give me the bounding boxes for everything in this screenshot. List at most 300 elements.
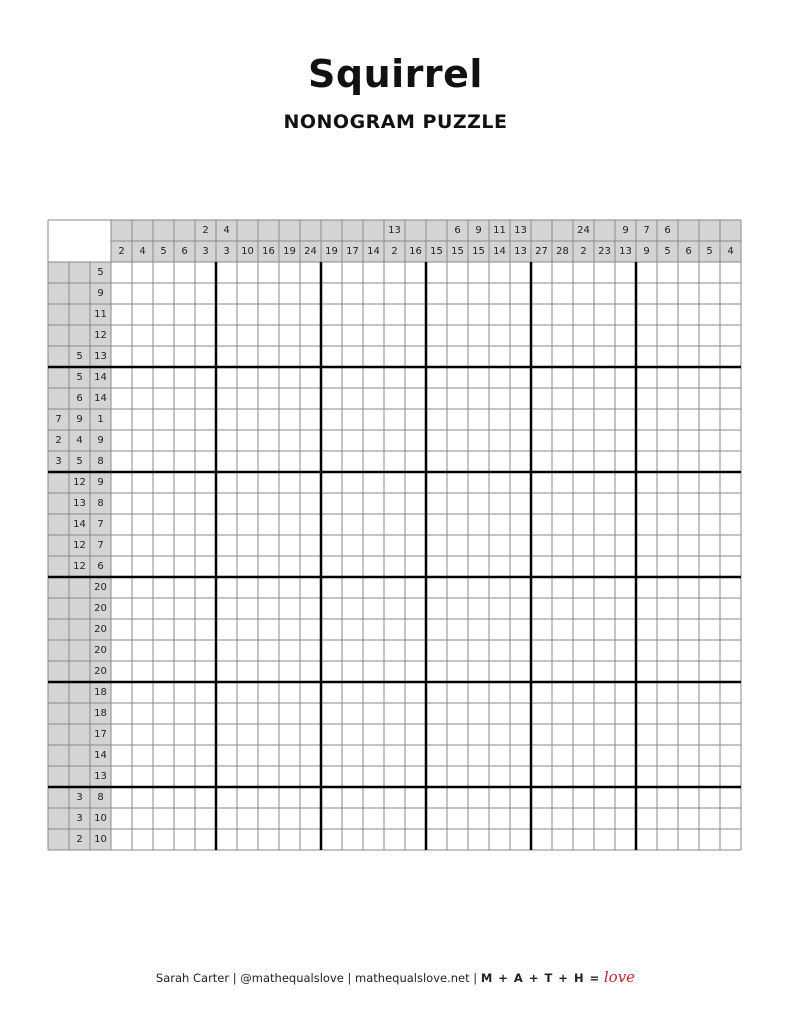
grid-cell[interactable]: [426, 283, 447, 304]
grid-cell[interactable]: [426, 472, 447, 493]
grid-cell[interactable]: [657, 556, 678, 577]
grid-cell[interactable]: [468, 766, 489, 787]
grid-cell[interactable]: [363, 388, 384, 409]
grid-cell[interactable]: [237, 283, 258, 304]
grid-cell[interactable]: [699, 682, 720, 703]
grid-cell[interactable]: [720, 514, 741, 535]
grid-cell[interactable]: [426, 451, 447, 472]
grid-cell[interactable]: [468, 535, 489, 556]
grid-cell[interactable]: [510, 724, 531, 745]
grid-cell[interactable]: [447, 640, 468, 661]
grid-cell[interactable]: [174, 808, 195, 829]
grid-cell[interactable]: [237, 787, 258, 808]
grid-cell[interactable]: [279, 304, 300, 325]
grid-cell[interactable]: [531, 388, 552, 409]
grid-cell[interactable]: [678, 388, 699, 409]
grid-cell[interactable]: [363, 535, 384, 556]
grid-cell[interactable]: [678, 787, 699, 808]
grid-cell[interactable]: [216, 430, 237, 451]
grid-cell[interactable]: [510, 598, 531, 619]
grid-cell[interactable]: [258, 535, 279, 556]
grid-cell[interactable]: [111, 451, 132, 472]
grid-cell[interactable]: [468, 661, 489, 682]
grid-cell[interactable]: [615, 535, 636, 556]
grid-cell[interactable]: [237, 430, 258, 451]
grid-cell[interactable]: [195, 598, 216, 619]
grid-cell[interactable]: [573, 619, 594, 640]
grid-cell[interactable]: [300, 745, 321, 766]
grid-cell[interactable]: [615, 661, 636, 682]
grid-cell[interactable]: [510, 409, 531, 430]
grid-cell[interactable]: [657, 388, 678, 409]
grid-cell[interactable]: [489, 346, 510, 367]
grid-cell[interactable]: [384, 766, 405, 787]
grid-cell[interactable]: [489, 367, 510, 388]
grid-cell[interactable]: [468, 619, 489, 640]
grid-cell[interactable]: [342, 262, 363, 283]
grid-cell[interactable]: [657, 703, 678, 724]
grid-cell[interactable]: [321, 829, 342, 850]
grid-cell[interactable]: [426, 703, 447, 724]
grid-cell[interactable]: [174, 829, 195, 850]
grid-cell[interactable]: [489, 682, 510, 703]
grid-cell[interactable]: [573, 325, 594, 346]
grid-cell[interactable]: [720, 682, 741, 703]
grid-cell[interactable]: [510, 367, 531, 388]
grid-cell[interactable]: [489, 745, 510, 766]
grid-cell[interactable]: [489, 829, 510, 850]
grid-cell[interactable]: [237, 829, 258, 850]
grid-cell[interactable]: [384, 829, 405, 850]
grid-cell[interactable]: [279, 598, 300, 619]
grid-cell[interactable]: [279, 787, 300, 808]
grid-cell[interactable]: [510, 640, 531, 661]
grid-cell[interactable]: [468, 409, 489, 430]
grid-cell[interactable]: [363, 409, 384, 430]
grid-cell[interactable]: [699, 451, 720, 472]
grid-cell[interactable]: [132, 787, 153, 808]
grid-cell[interactable]: [531, 283, 552, 304]
grid-cell[interactable]: [174, 325, 195, 346]
grid-cell[interactable]: [132, 514, 153, 535]
grid-cell[interactable]: [573, 409, 594, 430]
grid-cell[interactable]: [720, 388, 741, 409]
grid-cell[interactable]: [321, 493, 342, 514]
grid-cell[interactable]: [426, 787, 447, 808]
grid-cell[interactable]: [657, 682, 678, 703]
grid-cell[interactable]: [174, 367, 195, 388]
grid-cell[interactable]: [447, 787, 468, 808]
grid-cell[interactable]: [153, 703, 174, 724]
grid-cell[interactable]: [468, 451, 489, 472]
grid-cell[interactable]: [678, 829, 699, 850]
grid-cell[interactable]: [111, 493, 132, 514]
grid-cell[interactable]: [531, 745, 552, 766]
grid-cell[interactable]: [174, 388, 195, 409]
grid-cell[interactable]: [699, 787, 720, 808]
grid-cell[interactable]: [699, 535, 720, 556]
grid-cell[interactable]: [174, 766, 195, 787]
grid-cell[interactable]: [216, 409, 237, 430]
grid-cell[interactable]: [426, 556, 447, 577]
grid-cell[interactable]: [342, 661, 363, 682]
grid-cell[interactable]: [573, 766, 594, 787]
grid-cell[interactable]: [510, 388, 531, 409]
grid-cell[interactable]: [720, 472, 741, 493]
grid-cell[interactable]: [153, 262, 174, 283]
grid-cell[interactable]: [237, 556, 258, 577]
grid-cell[interactable]: [300, 325, 321, 346]
grid-cell[interactable]: [258, 808, 279, 829]
grid-cell[interactable]: [342, 451, 363, 472]
grid-cell[interactable]: [699, 598, 720, 619]
grid-cell[interactable]: [678, 430, 699, 451]
grid-cell[interactable]: [552, 556, 573, 577]
grid-cell[interactable]: [699, 514, 720, 535]
grid-cell[interactable]: [531, 535, 552, 556]
grid-cell[interactable]: [594, 493, 615, 514]
grid-cell[interactable]: [405, 472, 426, 493]
grid-cell[interactable]: [258, 829, 279, 850]
grid-cell[interactable]: [174, 430, 195, 451]
grid-cell[interactable]: [573, 556, 594, 577]
grid-cell[interactable]: [216, 325, 237, 346]
grid-cell[interactable]: [636, 724, 657, 745]
grid-cell[interactable]: [489, 703, 510, 724]
grid-cell[interactable]: [384, 724, 405, 745]
grid-cell[interactable]: [720, 430, 741, 451]
grid-cell[interactable]: [174, 409, 195, 430]
grid-cell[interactable]: [195, 829, 216, 850]
grid-cell[interactable]: [111, 409, 132, 430]
grid-cell[interactable]: [720, 703, 741, 724]
grid-cell[interactable]: [405, 493, 426, 514]
grid-cell[interactable]: [426, 514, 447, 535]
grid-cell[interactable]: [321, 514, 342, 535]
grid-cell[interactable]: [531, 598, 552, 619]
grid-cell[interactable]: [468, 346, 489, 367]
grid-cell[interactable]: [447, 367, 468, 388]
grid-cell[interactable]: [678, 640, 699, 661]
grid-cell[interactable]: [195, 388, 216, 409]
grid-cell[interactable]: [531, 808, 552, 829]
grid-cell[interactable]: [363, 766, 384, 787]
grid-cell[interactable]: [720, 766, 741, 787]
grid-cell[interactable]: [594, 514, 615, 535]
grid-cell[interactable]: [426, 304, 447, 325]
grid-cell[interactable]: [216, 640, 237, 661]
grid-cell[interactable]: [405, 640, 426, 661]
grid-cell[interactable]: [594, 745, 615, 766]
grid-cell[interactable]: [237, 766, 258, 787]
grid-cell[interactable]: [699, 703, 720, 724]
grid-cell[interactable]: [615, 808, 636, 829]
grid-cell[interactable]: [699, 745, 720, 766]
grid-cell[interactable]: [132, 304, 153, 325]
grid-cell[interactable]: [216, 451, 237, 472]
grid-cell[interactable]: [636, 325, 657, 346]
grid-cell[interactable]: [216, 304, 237, 325]
grid-cell[interactable]: [594, 724, 615, 745]
grid-cell[interactable]: [678, 766, 699, 787]
grid-cell[interactable]: [489, 472, 510, 493]
grid-cell[interactable]: [237, 703, 258, 724]
grid-cell[interactable]: [132, 325, 153, 346]
grid-cell[interactable]: [552, 703, 573, 724]
grid-cell[interactable]: [468, 598, 489, 619]
grid-cell[interactable]: [342, 514, 363, 535]
grid-cell[interactable]: [216, 577, 237, 598]
grid-cell[interactable]: [258, 325, 279, 346]
grid-cell[interactable]: [636, 430, 657, 451]
grid-cell[interactable]: [195, 493, 216, 514]
grid-cell[interactable]: [678, 556, 699, 577]
grid-cell[interactable]: [657, 577, 678, 598]
grid-cell[interactable]: [363, 829, 384, 850]
grid-cell[interactable]: [405, 577, 426, 598]
grid-cell[interactable]: [258, 388, 279, 409]
grid-cell[interactable]: [636, 577, 657, 598]
grid-cell[interactable]: [636, 640, 657, 661]
grid-cell[interactable]: [363, 283, 384, 304]
grid-cell[interactable]: [363, 724, 384, 745]
grid-cell[interactable]: [699, 472, 720, 493]
grid-cell[interactable]: [153, 514, 174, 535]
grid-cell[interactable]: [699, 619, 720, 640]
grid-cell[interactable]: [174, 598, 195, 619]
grid-cell[interactable]: [300, 619, 321, 640]
grid-cell[interactable]: [510, 325, 531, 346]
grid-cell[interactable]: [573, 640, 594, 661]
grid-cell[interactable]: [384, 787, 405, 808]
grid-cell[interactable]: [111, 703, 132, 724]
grid-cell[interactable]: [615, 703, 636, 724]
grid-cell[interactable]: [447, 493, 468, 514]
grid-cell[interactable]: [531, 682, 552, 703]
grid-cell[interactable]: [510, 346, 531, 367]
grid-cell[interactable]: [678, 346, 699, 367]
grid-cell[interactable]: [552, 514, 573, 535]
grid-cell[interactable]: [510, 304, 531, 325]
grid-cell[interactable]: [195, 787, 216, 808]
grid-cell[interactable]: [489, 283, 510, 304]
grid-cell[interactable]: [300, 388, 321, 409]
grid-cell[interactable]: [573, 430, 594, 451]
grid-cell[interactable]: [321, 409, 342, 430]
grid-cell[interactable]: [510, 661, 531, 682]
grid-cell[interactable]: [195, 409, 216, 430]
grid-cell[interactable]: [363, 493, 384, 514]
grid-cell[interactable]: [573, 367, 594, 388]
grid-cell[interactable]: [384, 346, 405, 367]
grid-cell[interactable]: [363, 703, 384, 724]
grid-cell[interactable]: [258, 745, 279, 766]
grid-cell[interactable]: [699, 430, 720, 451]
grid-cell[interactable]: [363, 472, 384, 493]
grid-cell[interactable]: [153, 451, 174, 472]
grid-cell[interactable]: [531, 703, 552, 724]
grid-cell[interactable]: [573, 514, 594, 535]
grid-cell[interactable]: [468, 262, 489, 283]
grid-cell[interactable]: [195, 535, 216, 556]
grid-cell[interactable]: [510, 430, 531, 451]
grid-cell[interactable]: [426, 661, 447, 682]
grid-cell[interactable]: [489, 766, 510, 787]
grid-cell[interactable]: [510, 682, 531, 703]
grid-cell[interactable]: [594, 787, 615, 808]
grid-cell[interactable]: [720, 556, 741, 577]
grid-cell[interactable]: [153, 619, 174, 640]
grid-cell[interactable]: [447, 619, 468, 640]
grid-cell[interactable]: [657, 724, 678, 745]
grid-cell[interactable]: [510, 493, 531, 514]
grid-cell[interactable]: [258, 346, 279, 367]
grid-cell[interactable]: [174, 556, 195, 577]
grid-cell[interactable]: [447, 346, 468, 367]
grid-cell[interactable]: [657, 304, 678, 325]
grid-cell[interactable]: [531, 787, 552, 808]
grid-cell[interactable]: [636, 514, 657, 535]
grid-cell[interactable]: [258, 598, 279, 619]
grid-cell[interactable]: [300, 367, 321, 388]
grid-cell[interactable]: [468, 724, 489, 745]
grid-cell[interactable]: [615, 724, 636, 745]
grid-cell[interactable]: [426, 640, 447, 661]
grid-cell[interactable]: [531, 724, 552, 745]
grid-cell[interactable]: [384, 640, 405, 661]
grid-cell[interactable]: [321, 262, 342, 283]
grid-cell[interactable]: [552, 619, 573, 640]
grid-cell[interactable]: [573, 808, 594, 829]
grid-cell[interactable]: [615, 514, 636, 535]
grid-cell[interactable]: [342, 619, 363, 640]
grid-cell[interactable]: [615, 598, 636, 619]
grid-cell[interactable]: [195, 430, 216, 451]
grid-cell[interactable]: [657, 745, 678, 766]
grid-cell[interactable]: [258, 367, 279, 388]
grid-cell[interactable]: [678, 514, 699, 535]
grid-cell[interactable]: [699, 304, 720, 325]
grid-cell[interactable]: [111, 661, 132, 682]
grid-cell[interactable]: [111, 262, 132, 283]
grid-cell[interactable]: [132, 640, 153, 661]
grid-cell[interactable]: [279, 262, 300, 283]
grid-cell[interactable]: [573, 703, 594, 724]
grid-cell[interactable]: [426, 535, 447, 556]
grid-cell[interactable]: [195, 808, 216, 829]
grid-cell[interactable]: [321, 577, 342, 598]
grid-cell[interactable]: [720, 577, 741, 598]
grid-cell[interactable]: [174, 472, 195, 493]
grid-cell[interactable]: [111, 829, 132, 850]
grid-cell[interactable]: [300, 262, 321, 283]
grid-cell[interactable]: [552, 661, 573, 682]
grid-cell[interactable]: [258, 724, 279, 745]
grid-cell[interactable]: [153, 577, 174, 598]
grid-cell[interactable]: [531, 325, 552, 346]
grid-cell[interactable]: [111, 346, 132, 367]
grid-cell[interactable]: [195, 766, 216, 787]
grid-cell[interactable]: [531, 304, 552, 325]
grid-cell[interactable]: [405, 724, 426, 745]
grid-cell[interactable]: [426, 724, 447, 745]
grid-cell[interactable]: [405, 367, 426, 388]
grid-cell[interactable]: [426, 808, 447, 829]
grid-cell[interactable]: [300, 409, 321, 430]
grid-cell[interactable]: [174, 451, 195, 472]
grid-cell[interactable]: [489, 430, 510, 451]
grid-cell[interactable]: [615, 787, 636, 808]
grid-cell[interactable]: [552, 535, 573, 556]
grid-cell[interactable]: [447, 556, 468, 577]
grid-cell[interactable]: [363, 808, 384, 829]
grid-cell[interactable]: [363, 262, 384, 283]
grid-cell[interactable]: [594, 766, 615, 787]
grid-cell[interactable]: [699, 262, 720, 283]
grid-cell[interactable]: [132, 472, 153, 493]
grid-cell[interactable]: [510, 577, 531, 598]
grid-cell[interactable]: [300, 703, 321, 724]
grid-cell[interactable]: [657, 787, 678, 808]
grid-cell[interactable]: [384, 808, 405, 829]
grid-cell[interactable]: [615, 283, 636, 304]
grid-cell[interactable]: [468, 325, 489, 346]
grid-cell[interactable]: [573, 745, 594, 766]
grid-cell[interactable]: [678, 598, 699, 619]
grid-cell[interactable]: [153, 472, 174, 493]
grid-cell[interactable]: [426, 388, 447, 409]
grid-cell[interactable]: [153, 346, 174, 367]
grid-cell[interactable]: [720, 598, 741, 619]
grid-cell[interactable]: [468, 577, 489, 598]
grid-cell[interactable]: [573, 472, 594, 493]
grid-cell[interactable]: [216, 283, 237, 304]
grid-cell[interactable]: [615, 304, 636, 325]
grid-cell[interactable]: [342, 682, 363, 703]
grid-cell[interactable]: [237, 745, 258, 766]
grid-cell[interactable]: [531, 472, 552, 493]
grid-cell[interactable]: [258, 493, 279, 514]
grid-cell[interactable]: [426, 598, 447, 619]
grid-cell[interactable]: [384, 304, 405, 325]
grid-cell[interactable]: [594, 598, 615, 619]
grid-cell[interactable]: [195, 724, 216, 745]
grid-cell[interactable]: [279, 346, 300, 367]
grid-cell[interactable]: [300, 787, 321, 808]
grid-cell[interactable]: [636, 346, 657, 367]
grid-cell[interactable]: [363, 304, 384, 325]
grid-cell[interactable]: [279, 619, 300, 640]
grid-cell[interactable]: [216, 724, 237, 745]
grid-cell[interactable]: [552, 367, 573, 388]
grid-cell[interactable]: [237, 535, 258, 556]
grid-cell[interactable]: [426, 430, 447, 451]
grid-cell[interactable]: [678, 577, 699, 598]
grid-cell[interactable]: [489, 535, 510, 556]
grid-cell[interactable]: [132, 493, 153, 514]
grid-cell[interactable]: [363, 787, 384, 808]
grid-cell[interactable]: [342, 346, 363, 367]
grid-cell[interactable]: [279, 766, 300, 787]
grid-cell[interactable]: [531, 640, 552, 661]
grid-cell[interactable]: [153, 535, 174, 556]
grid-cell[interactable]: [258, 451, 279, 472]
grid-cell[interactable]: [300, 535, 321, 556]
grid-cell[interactable]: [300, 556, 321, 577]
grid-cell[interactable]: [720, 409, 741, 430]
grid-cell[interactable]: [720, 262, 741, 283]
grid-cell[interactable]: [279, 745, 300, 766]
